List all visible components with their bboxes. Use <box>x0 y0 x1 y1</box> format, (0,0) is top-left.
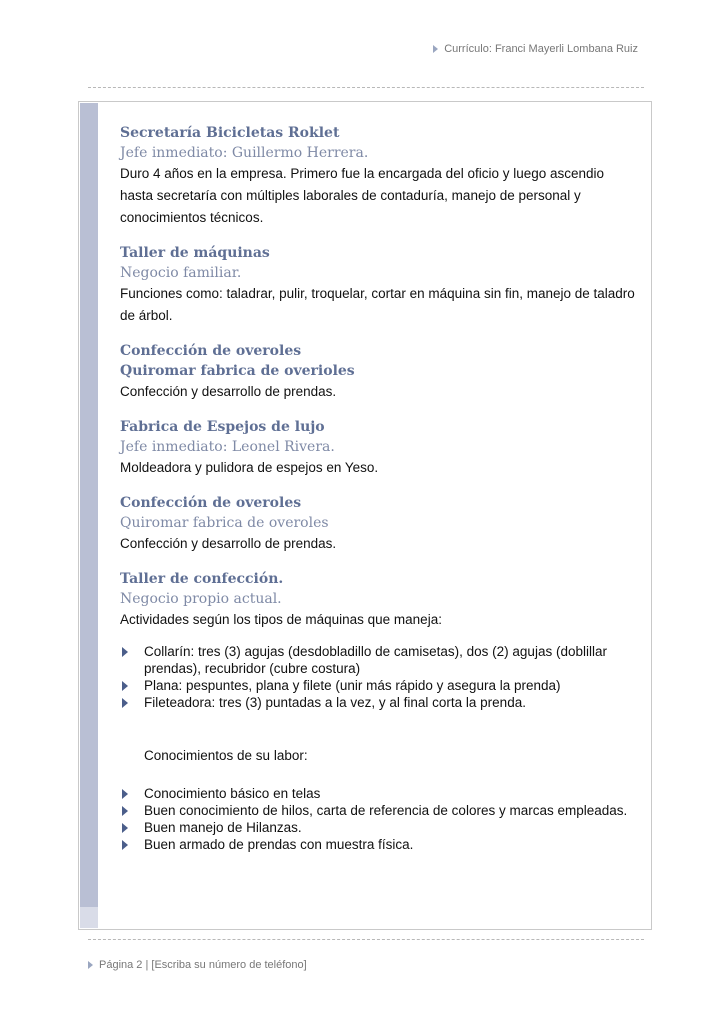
list-item <box>120 694 640 711</box>
job-description: Moldeadora y pulidora de espejos en Yeso. <box>120 460 379 475</box>
page-content <box>120 123 640 867</box>
job-entry <box>120 243 640 327</box>
knowledge-list <box>120 785 640 853</box>
page-footer <box>88 959 307 971</box>
header-divider <box>88 87 644 88</box>
triangle-bullet-icon <box>122 806 128 816</box>
job-description: Actividades según los tipos de máquinas que maneja: <box>120 612 442 627</box>
machines-list <box>120 643 640 711</box>
list-item <box>120 677 640 694</box>
footer-text: Página 2 | [Escriba su número de teléfono] <box>99 959 307 971</box>
footer-divider <box>88 939 644 940</box>
triangle-bullet-icon <box>433 45 438 53</box>
triangle-bullet-icon <box>122 823 128 833</box>
list-item <box>120 819 640 836</box>
job-description: Confección y desarrollo de prendas. <box>120 536 337 551</box>
list-item-text: Buen armado de prendas con muestra física. <box>144 837 414 852</box>
job-entry <box>120 493 640 555</box>
job-subtitle: Jefe inmediato: Guillermo Herrera. <box>120 145 369 161</box>
list-item-text: Collarín: tres (3) agujas (desdobladillo de camisetas), dos (2) agujas (doblillar prendas), recubridor (cubre costura) <box>144 644 607 676</box>
job-entry <box>120 123 640 229</box>
triangle-bullet-icon <box>122 698 128 708</box>
job-title: Secretaría Bicicletas Roklet <box>120 125 340 141</box>
job-title: Confección de overoles <box>120 343 302 359</box>
triangle-bullet-icon <box>122 789 128 799</box>
list-item <box>120 785 640 802</box>
job-description: Duro 4 años en la empresa. Primero fue la encargada del oficio y luego ascendio hasta secretaría con múltiples laborales de contaduría, manejo de personal y conocimientos técnicos. <box>120 166 605 225</box>
list-item-text: Fileteadora: tres (3) puntadas a la vez, y al final corta la prenda. <box>144 695 526 710</box>
triangle-bullet-icon <box>88 961 93 969</box>
list-item-text: Buen conocimiento de hilos, carta de referencia de colores y marcas empleadas. <box>144 803 628 818</box>
job-entry <box>120 569 640 853</box>
page-header <box>433 43 638 55</box>
side-stripe-footer <box>80 907 98 928</box>
job-subtitle: Negocio familiar. <box>120 265 242 281</box>
triangle-bullet-icon <box>122 681 128 691</box>
triangle-bullet-icon <box>122 647 128 657</box>
list-item-text: Plana: pespuntes, plana y filete (unir más rápido y asegura la prenda) <box>144 678 561 693</box>
job-entry <box>120 417 640 479</box>
list-item <box>120 836 640 853</box>
job-description: Confección y desarrollo de prendas. <box>120 384 337 399</box>
job-title: Taller de confección. <box>120 571 284 587</box>
list-item-text: Buen manejo de Hilanzas. <box>144 820 302 835</box>
triangle-bullet-icon <box>122 840 128 850</box>
job-subtitle: Jefe inmediato: Leonel Rivera. <box>120 439 335 455</box>
header-text: Currículo: Franci Mayerli Lombana Ruiz <box>444 43 638 55</box>
job-subtitle: Quiromar fabrica de overioles <box>120 363 355 379</box>
job-subtitle: Quiromar fabrica de overoles <box>120 515 329 531</box>
job-title: Fabrica de Espejos de lujo <box>120 419 325 435</box>
list-item-text: Conocimiento básico en telas <box>144 786 321 801</box>
job-title: Confección de overoles <box>120 495 302 511</box>
job-entry <box>120 341 640 403</box>
list-item <box>120 802 640 819</box>
knowledge-label: Conocimientos de su labor: <box>144 748 308 763</box>
side-stripe <box>80 103 98 928</box>
job-description: Funciones como: taladrar, pulir, troquelar, cortar en máquina sin fin, manejo de taladro de árbol. <box>120 286 635 323</box>
job-subtitle: Negocio propio actual. <box>120 591 282 607</box>
list-item <box>120 643 640 677</box>
job-title: Taller de máquinas <box>120 245 270 261</box>
